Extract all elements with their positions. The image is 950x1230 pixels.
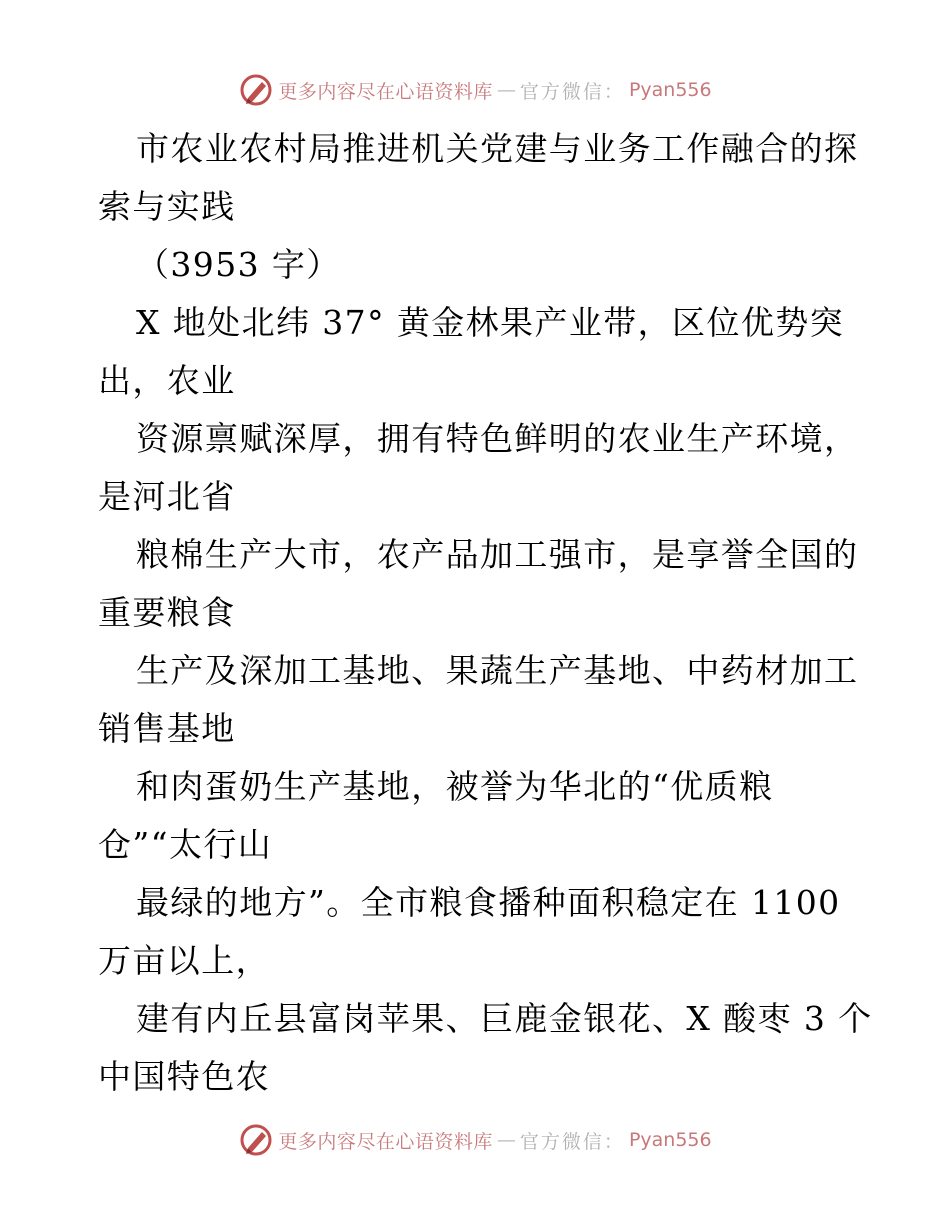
pen-logo-icon bbox=[238, 1122, 274, 1158]
watermark-wechat-label: 官方微信： bbox=[519, 80, 625, 103]
paragraph-line: 生产及深加工基地、果蔬生产基地、中药材加工 bbox=[136, 651, 859, 690]
watermark-wechat-id: Pyan556 bbox=[628, 1129, 712, 1151]
paragraph-line: 万亩以上， bbox=[98, 941, 270, 980]
footer-watermark-banner bbox=[0, 1120, 950, 1160]
watermark-content bbox=[238, 72, 711, 108]
paragraph-line: 粮棉生产大市，农产品加工强市，是享誉全国的 bbox=[136, 535, 859, 574]
pen-logo-icon bbox=[238, 72, 274, 108]
paragraph-line: 是河北省 bbox=[98, 477, 236, 516]
paragraph-line: 和肉蛋奶生产基地，被誉为华北的“优质粮 bbox=[136, 767, 774, 806]
watermark-dash: — bbox=[496, 1129, 516, 1151]
watermark-text: 更多内容尽在心语资料库 bbox=[278, 80, 493, 103]
watermark-content bbox=[238, 1122, 711, 1158]
header-watermark-banner bbox=[0, 70, 950, 110]
paragraph-line: 重要粮食 bbox=[98, 593, 236, 632]
title-line-2: 索与实践 bbox=[98, 187, 236, 226]
watermark-text: 更多内容尽在心语资料库 bbox=[278, 1130, 493, 1153]
paragraph-line: 最绿的地方”。全市粮食播种面积稳定在 1100 bbox=[136, 883, 841, 922]
watermark-wechat-label: 官方微信： bbox=[519, 1130, 625, 1153]
paragraph-line: 出，农业 bbox=[98, 361, 236, 400]
title-line-1: 市农业农村局推进机关党建与业务工作融合的探 bbox=[136, 129, 859, 168]
paragraph-line: 仓”“太行山 bbox=[98, 825, 273, 864]
document-body bbox=[98, 120, 873, 1106]
word-count: （3953 字） bbox=[136, 245, 341, 284]
paragraph-line: 销售基地 bbox=[98, 709, 236, 748]
watermark-wechat-id: Pyan556 bbox=[628, 79, 712, 101]
watermark-dash: — bbox=[496, 79, 516, 101]
paragraph-line: 建有内丘县富岗苹果、巨鹿金银花、X 酸枣 3 个 bbox=[136, 999, 873, 1038]
paragraph-line: 中国特色农 bbox=[98, 1057, 270, 1096]
paragraph-line: 资源禀赋深厚，拥有特色鲜明的农业生产环境， bbox=[136, 419, 859, 458]
paragraph-line: X 地处北纬 37° 黄金林果产业带，区位优势突 bbox=[136, 303, 845, 342]
